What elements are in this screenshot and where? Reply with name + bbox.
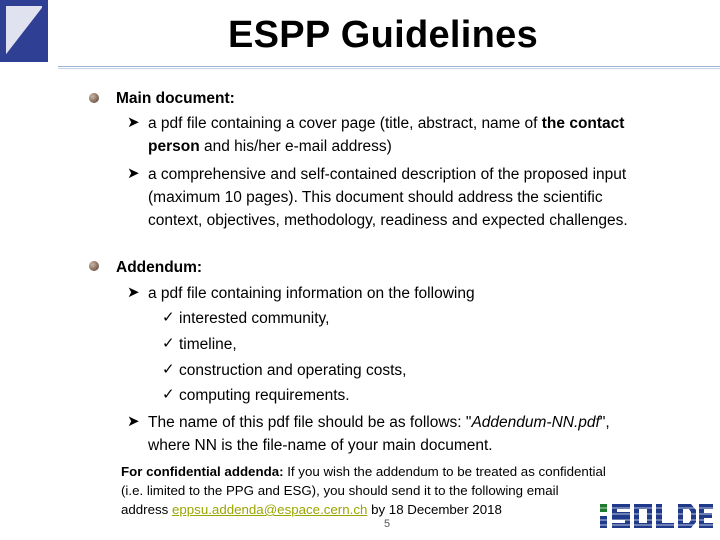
check-icon: ✓ <box>162 335 175 352</box>
confidential-line-2: (i.e. limited to the PPG and ESG), you should send it to the following email <box>121 483 559 498</box>
email-link[interactable]: eppsu.addenda@espace.cern.ch <box>172 502 368 517</box>
arrow-icon: ➤ <box>127 284 140 301</box>
addendum-check-3: construction and operating costs, <box>179 362 407 379</box>
addendum-heading: Addendum: <box>116 259 203 276</box>
addendum-naming-line-2: where NN is the file-name of your main document. <box>148 437 493 454</box>
addendum-check-4: computing requirements. <box>179 387 350 404</box>
arrow-icon: ➤ <box>127 413 140 430</box>
check-icon: ✓ <box>162 309 175 326</box>
confidential-line-3: address eppsu.addenda@espace.cern.ch by 18 December 2018 <box>121 502 502 517</box>
main-item-2-line-3: context, objectives, methodology, readiness and expected challenges. <box>148 212 628 229</box>
main-item-1-line-2: person and his/her e-mail address) <box>148 138 392 155</box>
arrow-icon: ➤ <box>127 114 140 131</box>
bullet-addendum <box>89 261 99 271</box>
addendum-check-2: timeline, <box>179 336 237 353</box>
main-item-1-line-1: a pdf file containing a cover page (title, abstract, name of the contact <box>148 115 625 132</box>
addendum-check-1: interested community, <box>179 310 330 327</box>
check-icon: ✓ <box>162 361 175 378</box>
main-item-2-line-2: (maximum 10 pages). This document should address the scientific <box>148 189 603 206</box>
page-title: ESPP Guidelines <box>227 14 539 56</box>
check-icon: ✓ <box>162 386 175 403</box>
isolde-logo <box>598 492 714 530</box>
confidential-line-1: For confidential addenda: If you wish the addendum to be treated as confidential <box>121 464 606 479</box>
arrow-icon: ➤ <box>127 165 140 182</box>
addendum-intro: a pdf file containing information on the following <box>148 285 475 302</box>
main-heading: Main document: <box>116 90 235 107</box>
main-item-2-line-1: a comprehensive and self-contained description of the proposed input <box>148 166 627 183</box>
addendum-naming-line-1: The name of this pdf file should be as follows: "Addendum-NN.pdf", <box>148 414 610 431</box>
title-underline <box>58 66 720 69</box>
bullet-main <box>89 93 99 103</box>
page-number: 5 <box>384 518 391 530</box>
